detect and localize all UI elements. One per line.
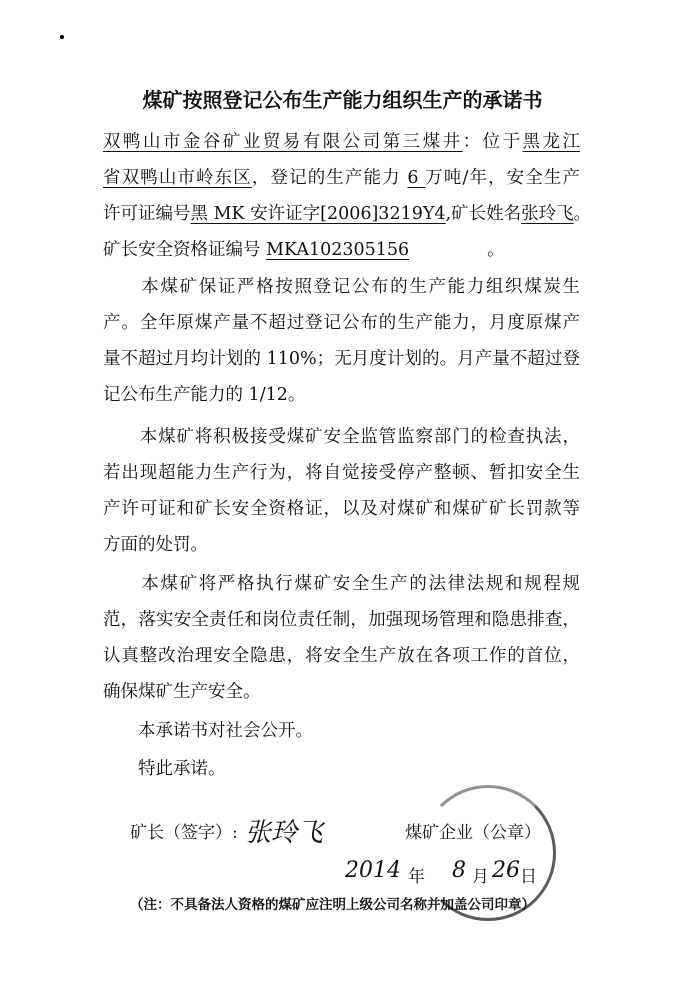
company-name: 双鸭山市金谷矿业贸易有限公司第三煤井 (103, 132, 463, 152)
paragraph-line: 范，落实安全责任和岗位责任制，加强现场管理和隐患排查， (103, 610, 580, 630)
text: 。 (409, 240, 505, 260)
handwritten-signature: 张玲飞 (245, 818, 324, 848)
date-year: 2014 (345, 858, 401, 883)
text: ：位于 (462, 132, 523, 152)
qualification-number: MKA102305156 (266, 240, 410, 260)
para1-line3 (103, 200, 592, 225)
month-unit: 月 (472, 867, 489, 887)
paragraph-line: 本承诺书对社会公开。 (103, 721, 313, 741)
paragraph-line: 产许可证和矿长安全资格证，以及对煤矿和煤矿矿长罚款等 (103, 499, 580, 519)
paragraph-line: 产。全年原煤产量不超过登记公布的生产能力，月度原煤产 (103, 313, 580, 333)
text: 许可证编号 (103, 204, 191, 224)
license-number: 黑 MK 安许证字[2006]3219Y4 (190, 204, 446, 224)
para1-line1 (103, 128, 580, 153)
text: ,矿长姓名 (445, 204, 522, 224)
para1-line2 (103, 164, 580, 189)
paragraph-line: 特此承诺。 (103, 759, 226, 779)
scan-speck (60, 35, 64, 39)
text: 矿长安全资格证编号 (103, 240, 267, 260)
text: 。 (573, 204, 592, 224)
capacity: 6 (407, 168, 426, 188)
paragraph-line: 方面的处罚。 (103, 535, 208, 555)
company-seal-label: 煤矿企业（公章） (405, 823, 541, 843)
paragraph-line: 本煤矿将积极接受煤矿安全监管监察部门的检查执法， (103, 427, 580, 447)
paragraph-line: 认真整改治理安全隐患，将安全生产放在各项工作的首位， (103, 646, 580, 666)
mine-manager-name: 张玲飞 (521, 204, 574, 224)
text: 万吨/年，安全生产 (425, 168, 581, 188)
text: ，登记的生产能力 (251, 168, 408, 188)
para1-line4 (103, 236, 580, 261)
province: 黑龙江 (522, 132, 581, 152)
date-month: 8 (452, 858, 466, 883)
day-unit: 日 (520, 867, 537, 887)
paragraph-line: 确保煤矿生产安全。 (103, 682, 261, 702)
signature-label: 矿长（签字）: (130, 823, 238, 843)
document-title: 煤矿按照登记公布生产能力组织生产的承诺书 (142, 88, 543, 112)
paragraph-line: 若出现超能力生产行为，将自觉接受停产整顿、暂扣安全生 (103, 463, 580, 483)
paragraph-line: 量不超过月均计划的 110%；无月度计划的。月产量不超过登 (103, 349, 580, 369)
date-day: 26 (492, 858, 520, 883)
paragraph-line: 记公布生产能力的 1/12。 (103, 385, 306, 405)
location: 省双鸭山市岭东区 (103, 168, 252, 188)
paragraph-line: 本煤矿将严格执行煤矿安全生产的法律法规和规程规 (103, 574, 580, 594)
year-unit: 年 (408, 867, 425, 887)
paragraph-line: 本煤矿保证严格按照登记公布的生产能力组织煤炭生 (103, 277, 580, 297)
footnote: （注：不具备法人资格的煤矿应注明上级公司名称并加盖公司印章） (130, 897, 535, 913)
